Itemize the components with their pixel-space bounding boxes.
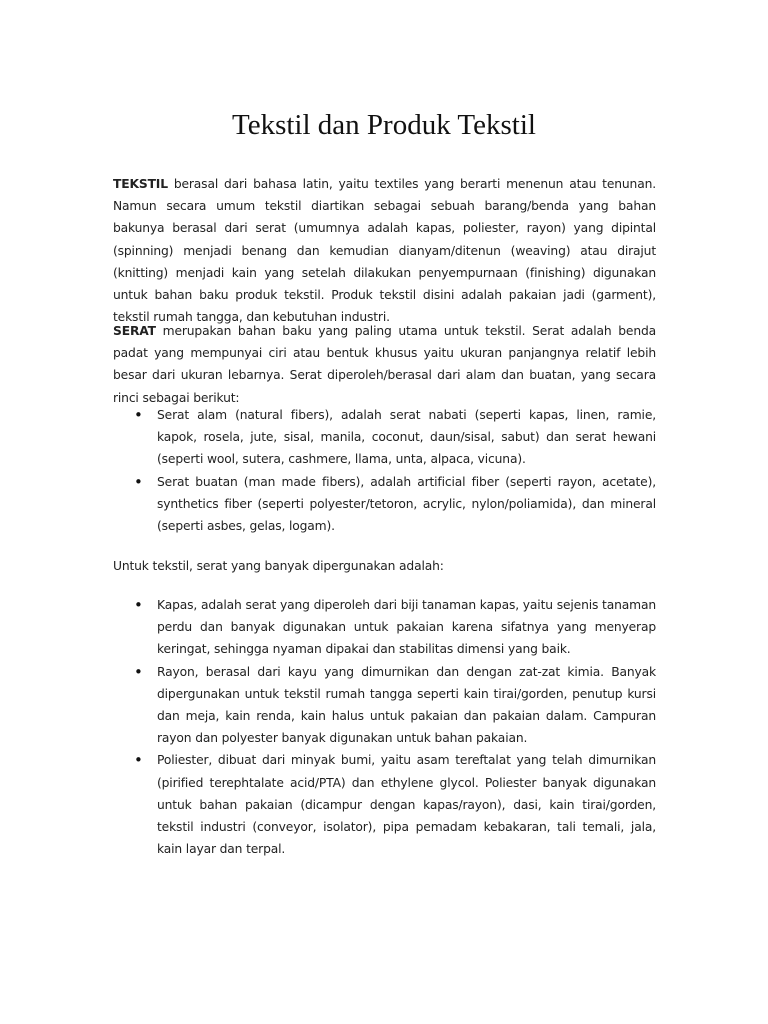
list-item-text: Poliester, dibuat dari minyak bumi, yaitu asam tereftalat yang telah dimurnikan (pirified terephtalate acid/PTA) dan ethylene glycol. Poliester banyak digunakan untuk bahan pakaian (dicampur dengan kapas/rayon), dasi, kain tirai/gorden, tekstil industri (conveyor, isolator), pipa pemadam kebakaran, tali temali, jala, kain layar dan terpal. xyxy=(157,753,656,857)
paragraph-serat xyxy=(113,320,656,409)
common-fibers-list xyxy=(113,594,656,860)
term-tekstil: TEKSTIL xyxy=(113,177,168,191)
term-serat: SERAT xyxy=(113,324,156,338)
paragraph-serat-text: merupakan bahan baku yang paling utama untuk tekstil. Serat adalah benda padat yang mempunyai ciri atau bentuk khusus yaitu ukuran panjangnya relatif lebih besar dari ukuran lebarnya. Serat diperoleh/berasal dari alam dan buatan, yang secara rinci sebagai berikut: xyxy=(113,324,656,405)
paragraph-untuk-tekstil: Untuk tekstil, serat yang banyak dipergunakan adalah: xyxy=(113,559,444,573)
paragraph-tekstil-text: berasal dari bahasa latin, yaitu textiles yang berarti menenun atau tenunan. Namun secara umum tekstil diartikan sebagai sebuah barang/benda yang bahan bakunya berasal dari serat (umumnya adalah kapas, poliester, rayon) yang dipintal (spinning) menjadi benang dan kemudian dianyam/ditenun (weaving) atau dirajut (knitting) menjadi kain yang setelah dilakukan penyempurnaan (finishing) digunakan untuk bahan baku produk tekstil. Produk tekstil disini adalah pakaian jadi (garment), tekstil rumah tangga, dan kebutuhan industri. xyxy=(113,177,656,325)
list-item xyxy=(113,594,656,661)
bullet-icon: • xyxy=(134,751,143,770)
bullet-icon: • xyxy=(134,406,143,424)
bullet-icon: • xyxy=(134,596,143,614)
bullet-icon: • xyxy=(134,662,143,681)
list-item-text: Serat buatan (man made fibers), adalah artificial fiber (seperti rayon, acetate), synthetics fiber (seperti polyester/tetoron, acrylic, nylon/poliamida), dan mineral (seperti asbes, gelas, logam). xyxy=(157,474,656,534)
paragraph-tekstil xyxy=(113,173,656,328)
list-item xyxy=(113,749,656,860)
list-item-text: Serat alam (natural fibers), adalah serat nabati (seperti kapas, linen, ramie, kapok, rosela, jute, sisal, manila, coconut, daun/sisal, sabut) dan serat hewani (seperti wool, sutera, cashmere, llama, unta, alpaca, vicuna). xyxy=(157,408,656,467)
list-item xyxy=(113,661,656,750)
document-title: Tekstil dan Produk Tekstil xyxy=(232,109,536,141)
list-item xyxy=(113,471,656,538)
list-item-text: Kapas, adalah serat yang diperoleh dari biji tanaman kapas, yaitu sejenis tanaman perdu dan banyak digunakan untuk pakaian karena sifatnya yang menyerap keringat, sehingga nyaman dipakai dan stabilitas dimensi yang baik. xyxy=(157,598,656,657)
list-item xyxy=(113,404,656,471)
fiber-types-list xyxy=(113,404,656,537)
list-item-text: Rayon, berasal dari kayu yang dimurnikan dan dengan zat-zat kimia. Banyak dipergunakan untuk tekstil rumah tangga seperti kain tirai/gorden, penutup kursi dan meja, kain renda, kain halus untuk pakaian dan pakaian dalam. Campuran rayon dan polyester banyak digunakan untuk bahan pakaian. xyxy=(157,664,656,746)
bullet-icon: • xyxy=(134,472,143,491)
